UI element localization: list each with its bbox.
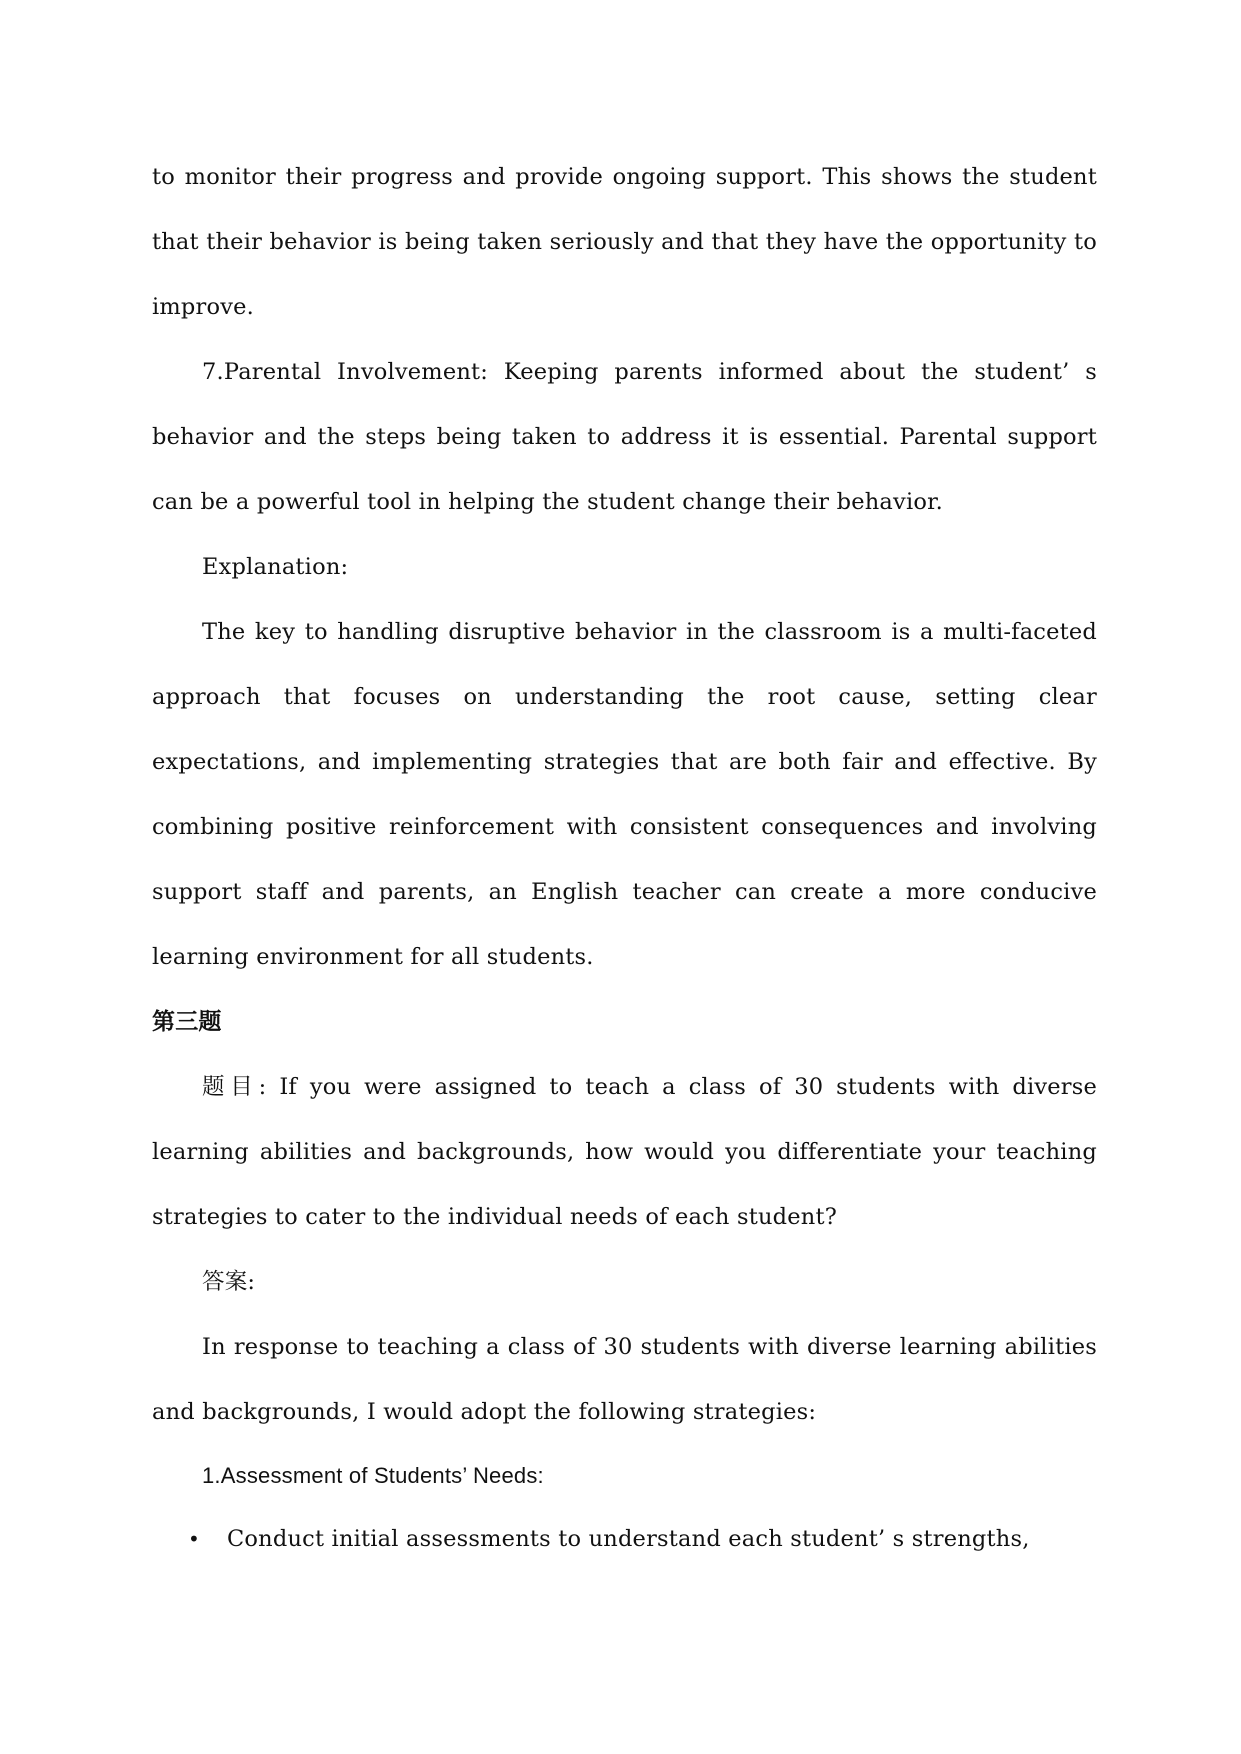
bullet-text: Conduct initial assessments to understand each student’ s strengths, xyxy=(227,1526,1030,1552)
answer-intro: In response to teaching a class of 30 students with diverse learning abilities and backgrounds, I would adopt the following strategies: xyxy=(152,1334,1097,1425)
subheading-assessment: 1.Assessment of Students’ Needs: xyxy=(202,1463,544,1488)
paragraph-explanation-body: The key to handling disruptive behavior in the classroom is a multi-faceted approach that focuses on understanding the root cause, setting clear expectations, and implementing strategies that are both fair and effective. By combining positive reinforcement with consistent consequences and involving support staff and parents, an English teacher can create a more conducive learning environment for all students. xyxy=(152,619,1097,970)
section-heading: 第三题 xyxy=(152,1009,222,1035)
bullet-dot-icon: • xyxy=(188,1527,200,1551)
question-paragraph: 题目: If you were assigned to teach a class of 30 students with diverse learning abilities and backgrounds, how would you differentiate your teaching strategies to cater to the individual needs of each student? xyxy=(152,1074,1097,1230)
paragraph-explanation-label: Explanation: xyxy=(202,554,349,580)
bullet-list xyxy=(152,1507,1097,1572)
paragraph-parental-involvement: 7.Parental Involvement: Keeping parents informed about the student’ s behavior and the steps being taken to address it is essential. Parental support can be a powerful tool in helping the student change their behavior. xyxy=(152,359,1097,515)
document-body xyxy=(152,145,1097,1572)
list-item xyxy=(152,1507,1097,1572)
answer-label: 答案: xyxy=(202,1269,256,1295)
paragraph-continuation: to monitor their progress and provide ongoing support. This shows the student that their behavior is being taken seriously and that they have the opportunity to improve. xyxy=(152,164,1097,320)
